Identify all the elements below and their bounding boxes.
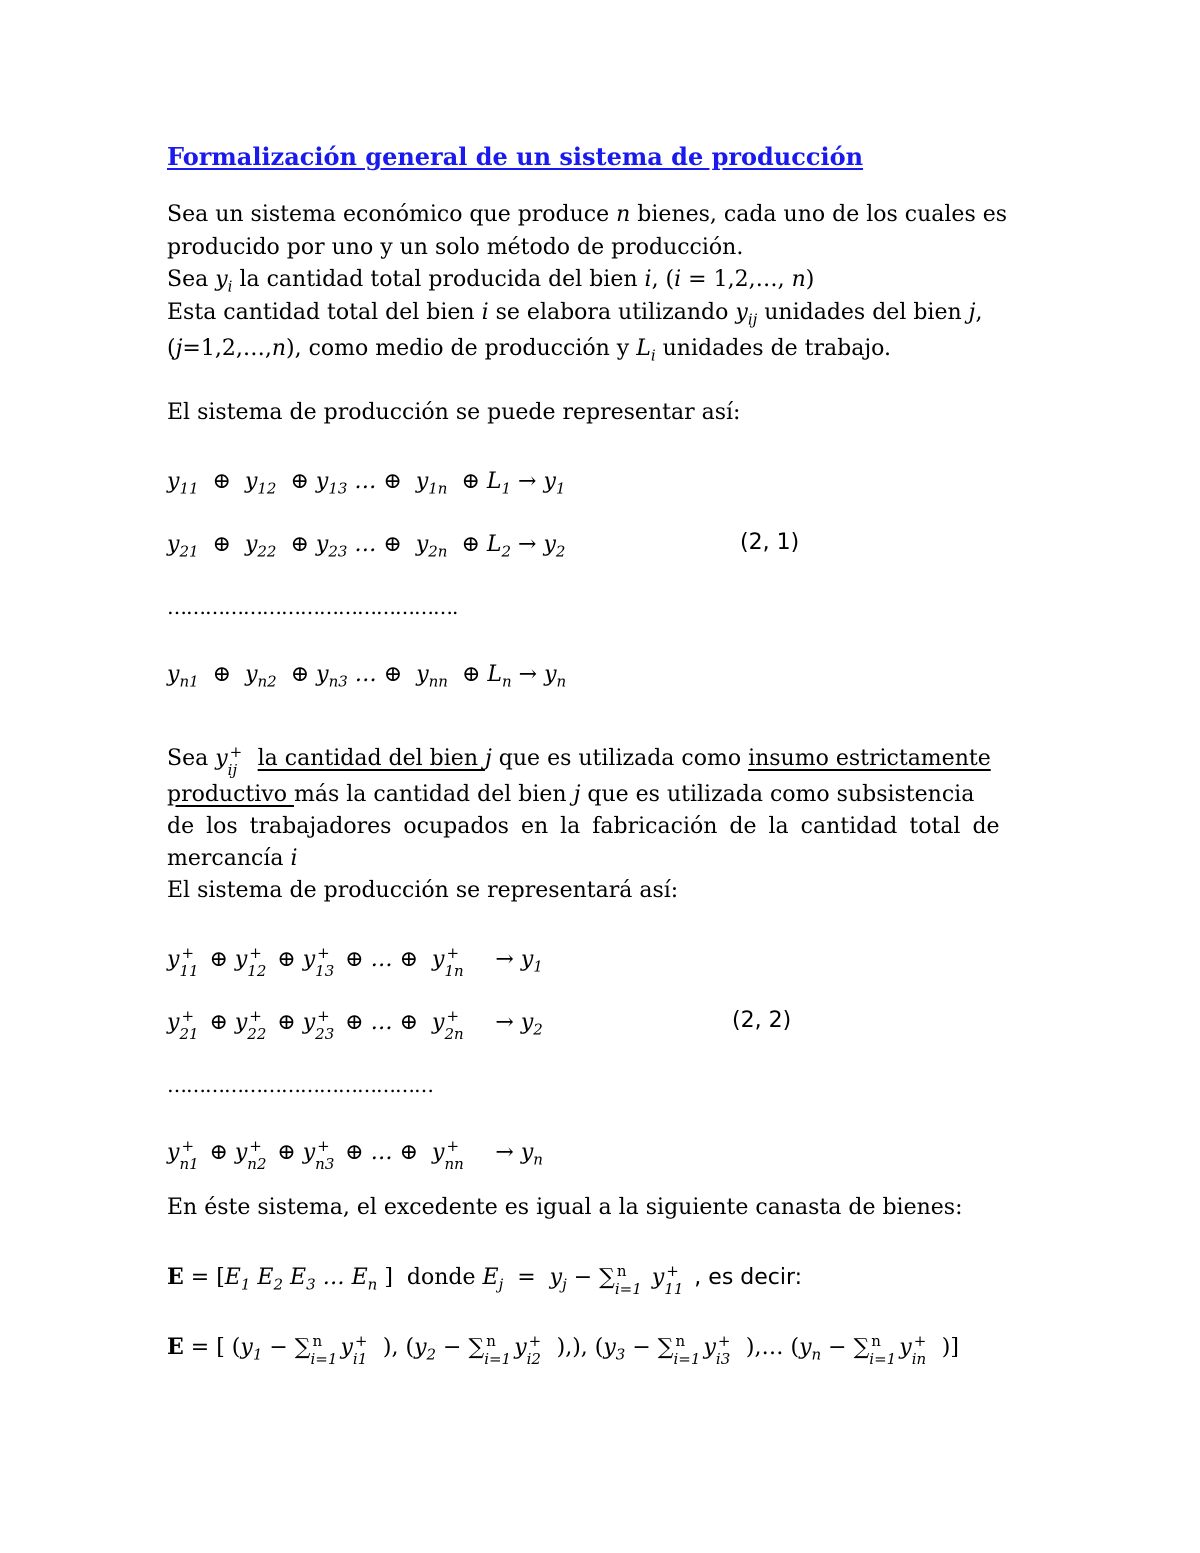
text: , es decir: (694, 1265, 803, 1290)
text: ), como medio de producción y (286, 336, 637, 361)
text: , ( (651, 267, 675, 292)
text: unidades de trabajo. (655, 336, 892, 361)
system2-eq-row1: y + 11 ⊕ y + 12 ⊕ y + 13 ⊕ … ⊕ y + 1n → $y_1$ (167, 944, 543, 980)
E-symbol: E (167, 1264, 184, 1290)
math-i: i (644, 267, 652, 292)
system1-eq-row2: $y_{21}$ ⊕ $y_{22}$ ⊕ $y_{23}$ … ⊕ $y_{2n}$ ⊕ $L_2 \to y_2$ (167, 532, 566, 561)
system2-ellipsis: …………………………………… (167, 1073, 433, 1097)
text: Esta cantidad total del bien (167, 300, 482, 325)
system1-eq-row1: $y_{11}$ ⊕ $y_{12}$ ⊕ $y_{13}$ … ⊕ $y_{1n}$ ⊕ $L_1 \to y_1$ (167, 469, 566, 498)
text: unidades del bien (757, 300, 969, 325)
para2-line5: El sistema de producción se representará así: (167, 878, 679, 903)
math-n: n (791, 267, 806, 292)
system1-eq-rown: $y_{n1}$ ⊕ $y_{n2}$ ⊕ $y_{n3}$ … ⊕ $y_{nn}$ ⊕ $L_n \to y_n$ (167, 662, 567, 691)
math-j: j (175, 336, 183, 361)
text: más la cantidad del bien (293, 782, 574, 807)
para2-line1 (167, 743, 991, 779)
text: ( (167, 336, 176, 361)
underlined-text: productivo (167, 782, 294, 807)
system2-eq-row2: y + 21 ⊕ y + 22 ⊕ y + 23 ⊕ … ⊕ y + 2n → $y_2$ (167, 1007, 543, 1043)
math-yij: $y_{ij}$ (735, 300, 758, 329)
excedente-expanded: E = [ ($y_1$ − ∑ n i=1 y + i1 ), ($y_2$ − ∑ n i=1 y + i2 ),), ($y_3$ − ∑ n i=1 y + i3 ),… ($y_n$ − ∑ n i=1 y + in )] (167, 1332, 959, 1368)
text: Sea un sistema económico que produce (167, 202, 617, 227)
para2-line2 (167, 780, 974, 810)
text: bienes, cada uno de los cuales es (630, 202, 1008, 227)
para1-line4: Esta cantidad total del bien i se elabora utilizando $y_{ij}$ unidades del bien j, (167, 300, 983, 329)
system2-eq-rown: y + n1 ⊕ y + n2 ⊕ y + n3 ⊕ … ⊕ y + nn → $y_n$ (167, 1137, 543, 1173)
math-j: j (968, 300, 976, 325)
para1-line1 (167, 200, 1007, 230)
para1-line2: producido por uno y un solo método de producción. (167, 235, 744, 260)
math-Li: $L_i$ (636, 336, 656, 365)
text: mercancía (167, 846, 291, 871)
equation-number-2-2: (2, 2) (732, 1008, 792, 1033)
math-j: j (573, 782, 581, 807)
math-n: n (616, 202, 631, 227)
excedente-definition: $E = [E_1$ $E_2$ $E_3$ … $E_n$ ] donde $E_j = y_j$ − ∑ n i=1 y + 11 , es decir: (167, 1262, 803, 1298)
underlined-text: insumo estrictamente (748, 746, 991, 771)
system1-intro: El sistema de producción se puede representar así: (167, 400, 741, 425)
document-title: Formalización general de un sistema de producción (167, 142, 864, 171)
text: = 1,2,…, (681, 267, 792, 292)
underlined-text: la cantidad del bien (257, 746, 485, 771)
excedente-intro: En éste sistema, el excedente es igual a la siguiente canasta de bienes: (167, 1195, 963, 1220)
text: que es utilizada como (491, 746, 749, 771)
para2-line3: de los trabajadores ocupados en la fabricación de la cantidad total de (167, 814, 1000, 839)
text: la cantidad total producida del bien (232, 267, 645, 292)
text: que es utilizada como subsistencia (580, 782, 975, 807)
math-j: j (484, 746, 492, 771)
math-i: i (290, 846, 298, 871)
math-n: n (271, 336, 287, 361)
equation-number-2-1: (2, 1) (740, 530, 800, 555)
text: se elabora utilizando (488, 300, 736, 325)
math-i: i (481, 300, 489, 325)
para1-line3 (167, 265, 814, 295)
para2-line4 (167, 844, 298, 874)
math-i: i (674, 267, 682, 292)
text: =1,2,…, (182, 336, 272, 361)
text: Sea (167, 267, 216, 292)
math-yi: $y_i$ (215, 267, 233, 296)
system1-ellipsis: ………………………………………. (167, 595, 458, 619)
text: ) (805, 267, 815, 292)
text: donde (406, 1265, 476, 1290)
E-symbol: E (167, 1334, 184, 1360)
text: Sea (167, 746, 216, 771)
para1-line5 (167, 334, 891, 364)
math-yij-plus: y + ij (215, 743, 243, 779)
